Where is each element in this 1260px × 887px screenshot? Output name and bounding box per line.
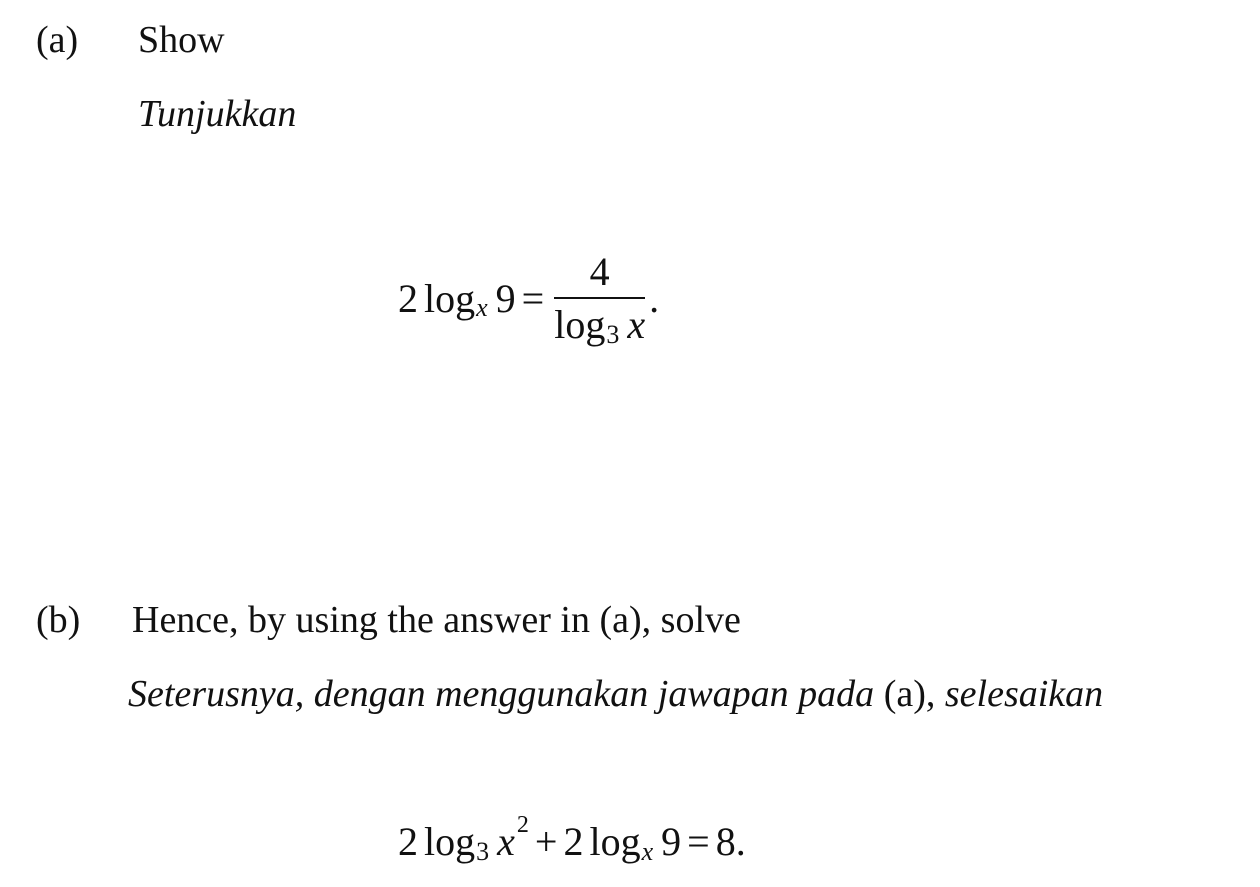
rhs-value: 8. bbox=[715, 819, 746, 864]
instruction-ms-part-2: selesaikan bbox=[944, 673, 1104, 715]
lhs-coefficient: 2 bbox=[398, 275, 418, 321]
fraction-denominator bbox=[554, 299, 645, 348]
lhs-log: log bbox=[424, 275, 476, 321]
term2-log-base: x bbox=[641, 836, 654, 866]
part-a-instruction-ms: Tunjukkan bbox=[138, 93, 297, 135]
part-a-instruction-en: Show bbox=[138, 19, 225, 61]
part-b-equation bbox=[398, 812, 746, 866]
den-log-base: 3 bbox=[606, 319, 620, 349]
equals-sign: = bbox=[521, 275, 545, 321]
part-a-label: (a) bbox=[36, 19, 79, 61]
term1-exponent: 2 bbox=[516, 812, 529, 838]
term1-log-base: 3 bbox=[476, 836, 490, 866]
den-log: log bbox=[554, 302, 606, 347]
part-a-equation bbox=[398, 248, 659, 348]
den-log-argument: x bbox=[627, 302, 646, 347]
term1-coefficient: 2 bbox=[398, 819, 418, 864]
part-b-label: (b) bbox=[36, 599, 81, 641]
fraction-numerator: 4 bbox=[554, 248, 645, 299]
term2-coefficient: 2 bbox=[563, 819, 584, 864]
lhs-log-base: x bbox=[476, 293, 488, 322]
term2-log: log bbox=[589, 819, 641, 864]
part-b-instruction-ms bbox=[128, 672, 1103, 716]
instruction-ms-part-1: Seterusnya, dengan menggunakan jawapan pada bbox=[128, 673, 875, 715]
term1-log: log bbox=[424, 819, 476, 864]
equals-sign: = bbox=[687, 819, 710, 864]
plus-sign: + bbox=[534, 819, 558, 864]
equation-end-period: . bbox=[649, 275, 660, 321]
part-b-instruction-en: Hence, by using the answer in (a), solve bbox=[132, 599, 741, 641]
lhs-log-argument: 9 bbox=[495, 275, 516, 321]
fraction bbox=[554, 248, 645, 348]
term2-argument: 9 bbox=[661, 819, 682, 864]
instruction-ms-reference: (a), bbox=[883, 673, 936, 715]
term1-argument: x bbox=[497, 819, 515, 864]
